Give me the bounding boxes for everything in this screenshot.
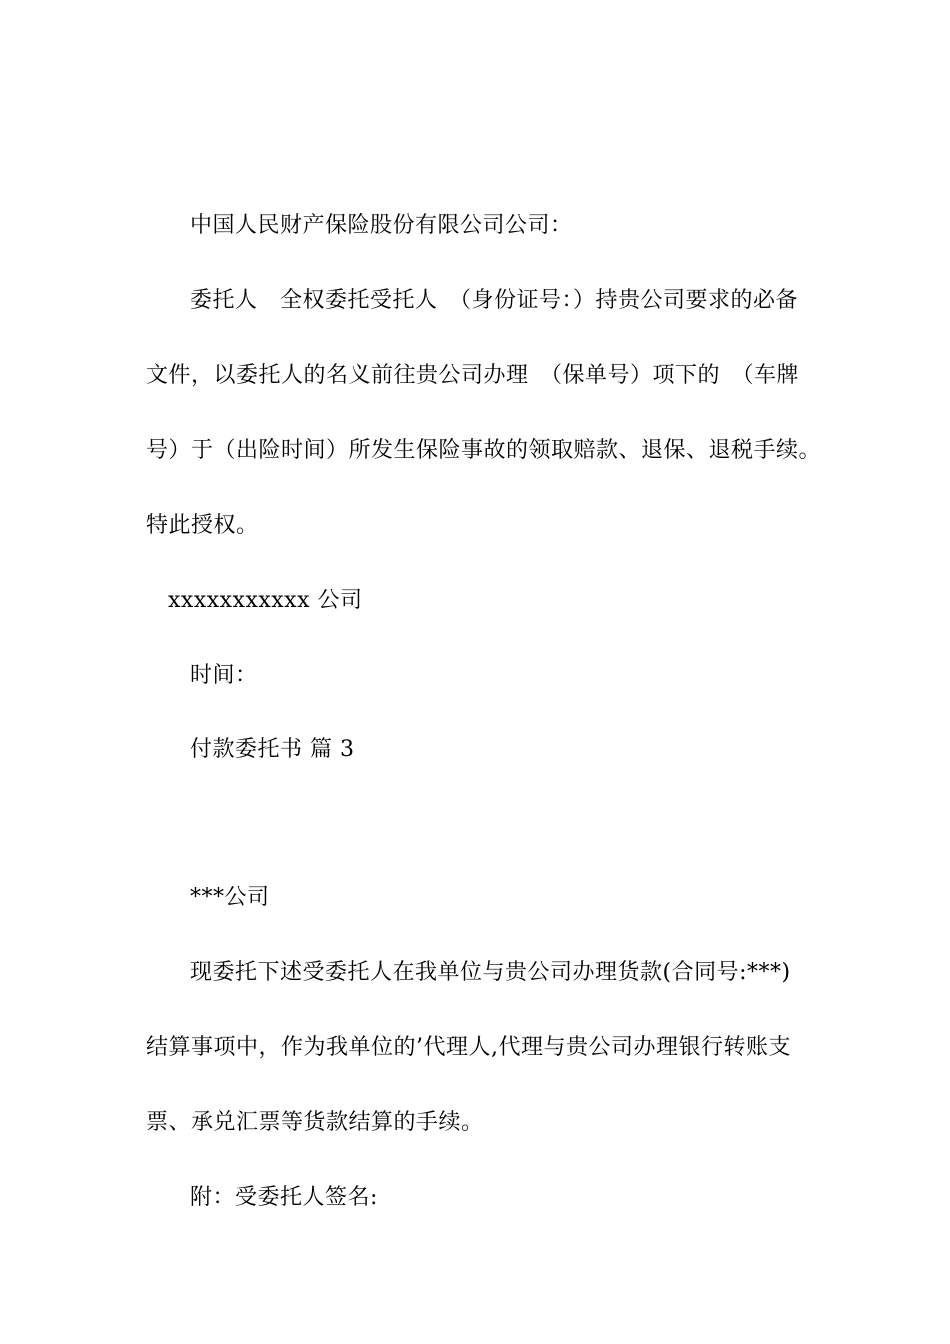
signature-field-label: 附：受委托人签名:: [190, 1185, 378, 1210]
section-heading: 付款委托书 篇 3: [190, 737, 355, 762]
body-paragraph-line: 现委托下述受委托人在我单位与贵公司办理货款(合同号:***): [190, 960, 791, 985]
authorization-line: 特此授权。: [146, 513, 259, 538]
addressee-line: ***公司: [190, 885, 270, 910]
body-paragraph-line: 委托人 全权委托受托人 （身份证号：）持贵公司要求的必备: [190, 288, 799, 313]
body-paragraph-line: 号）于（出险时间）所发生保险事故的领取赔款、退保、退税手续。: [146, 438, 822, 463]
body-paragraph-line: 文件，以委托人的名义前往贵公司办理 （保单号）项下的 （车牌: [146, 363, 800, 388]
date-line: 时间：: [190, 663, 258, 688]
body-paragraph-line: 结算事项中，作为我单位的’代理人,代理与贵公司办理银行转账支: [146, 1035, 791, 1060]
addressee-line: 中国人民财产保险股份有限公司公司：: [190, 213, 573, 238]
body-paragraph-line: 票、承兑汇票等货款结算的手续。: [146, 1110, 484, 1135]
company-signature-line: xxxxxxxxxxx 公司: [168, 588, 363, 613]
